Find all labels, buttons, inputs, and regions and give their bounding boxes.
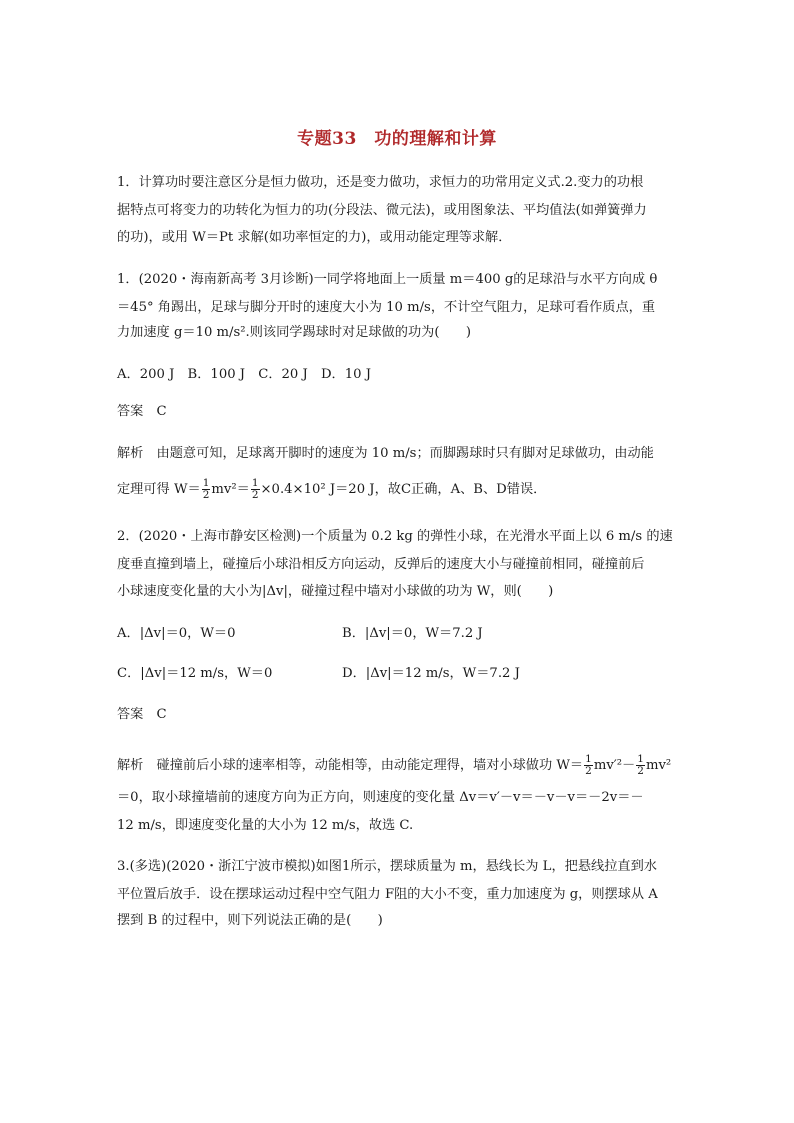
fraction-denominator: 2: [585, 765, 592, 777]
question-2-analysis: ＝0，取小球撞墙前的速度方向为正方向，则速度的变化量 Δv＝v′－v＝－v－v＝－2v＝－: [117, 790, 644, 805]
fraction-half: [251, 478, 260, 501]
question-1-line: ＝45° 角踢出，足球与脚分开时的速度大小为 10 m/s，不计空气阻力，足球可看作质点，重: [117, 300, 656, 315]
fraction-denominator: 2: [637, 765, 644, 777]
question-2-line: 2．(2020・上海市静安区检测)一个质量为 0.2 kg 的弹性小球，在光滑水平面上以 6 m/s 的速: [117, 529, 673, 544]
fraction-denominator: 2: [202, 489, 210, 501]
question-1-answer: 答案 C: [117, 404, 167, 419]
formula-text: mv′²－: [593, 758, 636, 773]
question-2-option-d: D．|Δv|＝12 m/s，W＝7.2 J: [342, 666, 520, 681]
fraction-half: [636, 754, 645, 777]
question-2-line: 小球速度变化量的大小为|Δv|，碰撞过程中墙对小球做的功为 W，则( ): [117, 584, 554, 599]
question-2-line: 度垂直撞到墙上，碰撞后小球沿相反方向运动，反弹后的速度大小与碰撞前相同，碰撞前后: [117, 557, 645, 572]
formula-text: mv²: [645, 758, 672, 773]
formula-text: mv²＝: [211, 482, 250, 497]
question-3-line: 3.(多选)(2020・浙江宁波市模拟)如图1所示，摆球质量为 m，悬线长为 L，把悬线拉直到水: [117, 859, 657, 874]
question-2-analysis: 12 m/s，即速度变化量的大小为 12 m/s，故选 C.: [117, 818, 414, 833]
fraction-numerator: 1: [585, 753, 592, 765]
question-2-option-a: A．|Δv|＝0，W＝0: [117, 626, 236, 641]
fraction-denominator: 2: [251, 489, 259, 501]
question-1-analysis: 解析 由题意可知，足球离开脚时的速度为 10 m/s；而脚踢球时只有脚对足球做功，由动能: [117, 446, 654, 461]
question-3-line: 平位置后放手．设在摆球运动过程中空气阻力 F阻的大小不变，重力加速度为 g，则摆球从 A: [117, 887, 658, 902]
question-1-line: 力加速度 g＝10 m/s².则该同学踢球时对足球做的功为( ): [117, 325, 472, 340]
intro-line: 的功)，或用 W＝Pt 求解(如功率恒定的力)，或用动能定理等求解．: [117, 230, 512, 245]
fraction-half: [202, 478, 211, 501]
fraction-numerator: 1: [251, 477, 259, 489]
question-2-answer: 答案 C: [117, 707, 167, 722]
page-title: 专题33 功的理解和计算: [297, 129, 497, 149]
intro-line: 1．计算功时要注意区分是恒力做功，还是变力做功，求恒力的功常用定义式.2.变力的功根: [117, 175, 644, 190]
fraction-half: [584, 754, 593, 777]
fraction-numerator: 1: [637, 753, 644, 765]
question-2-option-b: B．|Δv|＝0，W＝7.2 J: [342, 626, 483, 641]
formula-text: 解析 碰撞前后小球的速率相等，动能相等，由动能定理得，墙对小球做功 W＝: [117, 758, 584, 773]
intro-line: 据特点可将变力的功转化为恒力的功(分段法、微元法)，或用图象法、平均值法(如弹簧弹力: [117, 203, 647, 218]
question-2-option-c: C．|Δv|＝12 m/s，W＝0: [117, 666, 273, 681]
question-2-analysis-formula: [117, 754, 671, 777]
formula-text: 定理可得 W＝: [117, 482, 201, 497]
fraction-numerator: 1: [202, 477, 210, 489]
question-3-line: 摆到 B 的过程中，则下列说法正确的是( ): [117, 913, 383, 928]
question-1-analysis-formula: [117, 478, 546, 501]
formula-text: ×0.4×10² J＝20 J，故C正确，A、B、D错误．: [260, 482, 547, 497]
question-1-line: 1．(2020・海南新高考 3月诊断)一同学将地面上一质量 m＝400 g的足球沿与水平方向成 θ: [117, 272, 658, 287]
question-1-options: A．200 J B．100 J C．20 J D．10 J: [117, 367, 372, 382]
